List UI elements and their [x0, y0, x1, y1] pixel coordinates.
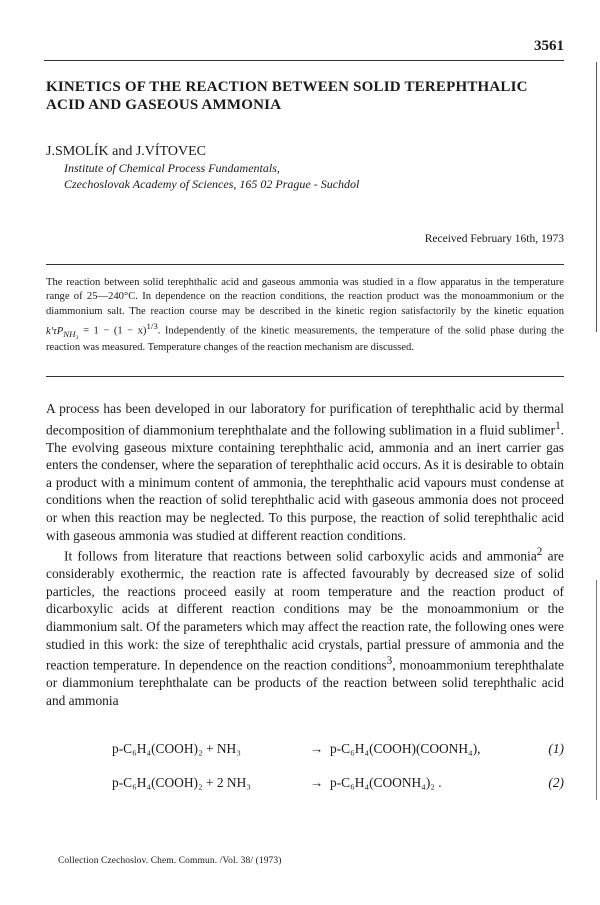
equation-2-lhs: p-C₆H₄(COOH)₂ + 2 NH₃	[112, 775, 251, 790]
journal-citation: Collection Czechoslov. Chem. Commun. /Vol. 38/ (1973)	[58, 856, 282, 866]
abstract-top-rule	[46, 264, 564, 265]
para2-text-c: , monoammonium terephthalate or diammonium terephthalate can be products of the reaction between solid terephthalic acid and ammonia	[46, 657, 565, 708]
equation-1	[46, 741, 564, 763]
para1-rest: . The evolving gaseous mixture containing terephthalic acid, ammonia and an inert carrier gas enters the condenser, where the separation of terephthalic acid occurs. As it is desirable to obtain a product with a minimum content of ammonia, the terephthalic acid vapours must condense at conditions when the reaction of solid terephthalic acid with gaseous ammonia does not proceed or when this reaction may be neglected. To this purpose, the reaction of solid terephthalic acid with gaseous ammonia was studied at different reaction conditions.	[46, 422, 564, 543]
para2-text-b: are considerably exothermic, the reaction rate is affected favourably by decreased size of solid particles, the reactions proceed easily at room temperature and the reaction product of dicarboxylic acids at different reaction conditions may be the monoammonium or the diammonium salt. Of the parameters which may affect the reaction rate, the following ones were studied in this work: the size of terephthalic acid crystals, partial pressure of ammonia and the reaction temperature. In dependence on the reaction conditions	[46, 548, 564, 673]
para1-text: A process has been developed in our laboratory for purification of terephthalic acid by thermal decomposition of diammonium terephthalate and the following sublimation in a fluid sublimer	[46, 401, 564, 438]
abstract-text-1: The reaction between solid terephthalic acid and gaseous ammonia was studied in a flow apparatus in the temperature range of 25—240°C. In dependence on the reaction conditions, the reaction product was the monoammonium or the diammonium salt. The reaction course may be described in the kinetic region satisfactorily by the kinetic equation	[46, 277, 564, 317]
equation-1-rhs: p-C₆H₄(COOH)(COONH₄),	[330, 741, 481, 756]
reference-1: 1	[555, 419, 561, 432]
reference-3: 3	[386, 655, 393, 668]
equation-2-rhs: p-C₆H₄(COONH₄)₂ .	[330, 775, 442, 790]
kinetic-equation: k'τP	[46, 325, 64, 337]
author-affiliation	[64, 160, 359, 192]
header-rule	[44, 60, 564, 61]
equation-2	[46, 775, 564, 797]
received-date: Received February 16th, 1973	[424, 233, 564, 245]
abstract-paragraph	[46, 276, 564, 356]
affiliation-line-1: Institute of Chemical Process Fundamentals,	[64, 161, 280, 175]
equation-2-arrow: →	[310, 775, 324, 790]
abstract-text-2: . Independently of the kinetic measurements, the temperature of the solid phase during the reaction was measured. Temperature changes of the reaction mechanism are discussed.	[46, 325, 564, 354]
scan-edge-line	[596, 62, 597, 332]
reference-2: 2	[536, 546, 543, 559]
kinetic-equation-subscript: NH₃	[63, 328, 79, 339]
equation-1-arrow: →	[310, 741, 324, 756]
body-paragraph-2	[46, 544, 564, 709]
body-paragraph-1	[46, 400, 564, 544]
equation-1-number: (1)	[548, 741, 564, 756]
article-title: KINETICS OF THE REACTION BETWEEN SOLID TEREPHTHALIC ACID AND GASEOUS AMMONIA	[46, 79, 528, 113]
equation-1-lhs: p-C₆H₄(COOH)₂ + NH₃	[112, 741, 241, 756]
abstract-bottom-rule	[46, 376, 564, 377]
article-authors: J.SMOLÍK and J.VÍTOVEC	[46, 144, 206, 159]
kinetic-equation-rest: = 1 − (1 − x)	[78, 325, 147, 337]
page-number: 3561	[534, 38, 564, 54]
para2-text-a: It follows from literature that reactions between solid carboxylic acids and ammonia	[64, 548, 537, 564]
equation-2-number: (2)	[548, 775, 564, 790]
kinetic-equation-exponent: 1/3	[146, 321, 158, 332]
scan-edge-line	[596, 580, 597, 800]
body-text	[46, 400, 564, 710]
affiliation-line-2: Czechoslovak Academy of Sciences, 165 02 Prague - Suchdol	[64, 177, 360, 191]
abstract	[46, 276, 564, 356]
